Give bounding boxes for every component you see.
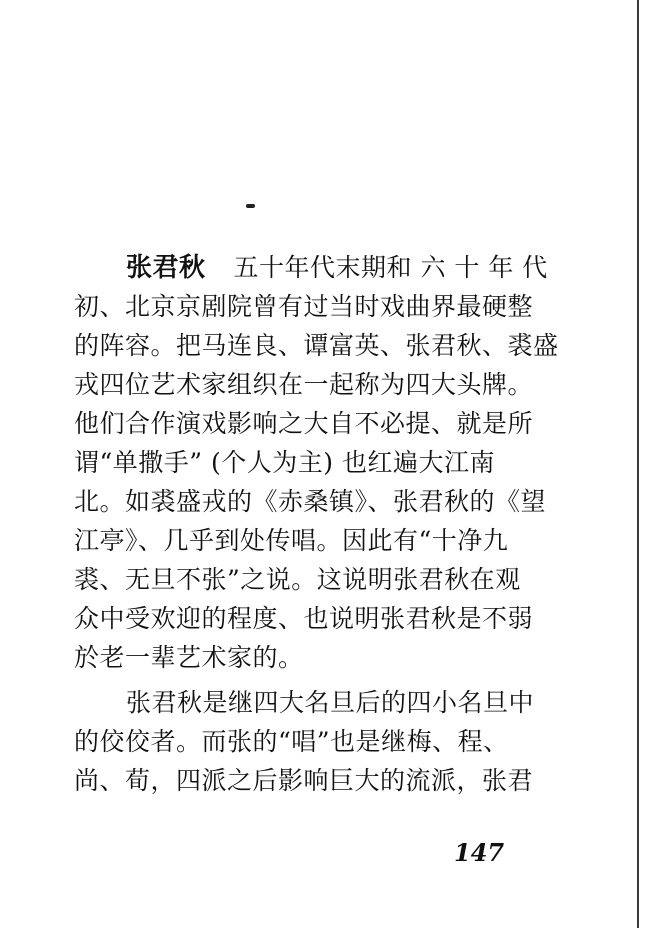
text-line: 的佼佼者。而张的“唱”也是继梅、程、 [74, 727, 509, 756]
text-line: 初、北京京剧院曾有过当时戏曲界最硬整 [74, 292, 534, 321]
text-line: 众中受欢迎的程度、也说明张君秋是不弱 [74, 604, 534, 633]
text-line: 於老一辈艺术家的。 [74, 643, 304, 672]
text-line: 尚、荀，四派之后影响巨大的流派，张君 [74, 766, 534, 795]
page-edge-line [637, 0, 639, 928]
text-line: 他们合作演戏影响之大自不必提、就是所 [74, 409, 534, 438]
ink-speck [246, 204, 255, 208]
text-line: 谓“单撒手” (个人为主) 也红遍大江南 [74, 448, 495, 477]
text-line: 戎四位艺术家组织在一起称为四大头牌。 [74, 370, 534, 399]
text-line: 裘、无旦不张”之说。这说明张君秋在观 [74, 565, 521, 594]
page-number: 147 [454, 838, 505, 867]
text-line: 江亭》、几乎到处传唱。因此有“十净九 [74, 526, 509, 555]
body-text [74, 248, 564, 800]
text-line: 张君秋是继四大名旦后的四小名旦中 [126, 688, 535, 717]
text-line: 的阵容。把马连良、谭富英、张君秋、裘盛 [74, 331, 559, 360]
entry-heading: 张君秋 [126, 253, 206, 283]
text-line: 张君秋 五十年代末期和 六 十 年 代 [126, 253, 548, 283]
text-line: 北。如裘盛戎的《赤桑镇》、张君秋的《望 [74, 487, 547, 516]
